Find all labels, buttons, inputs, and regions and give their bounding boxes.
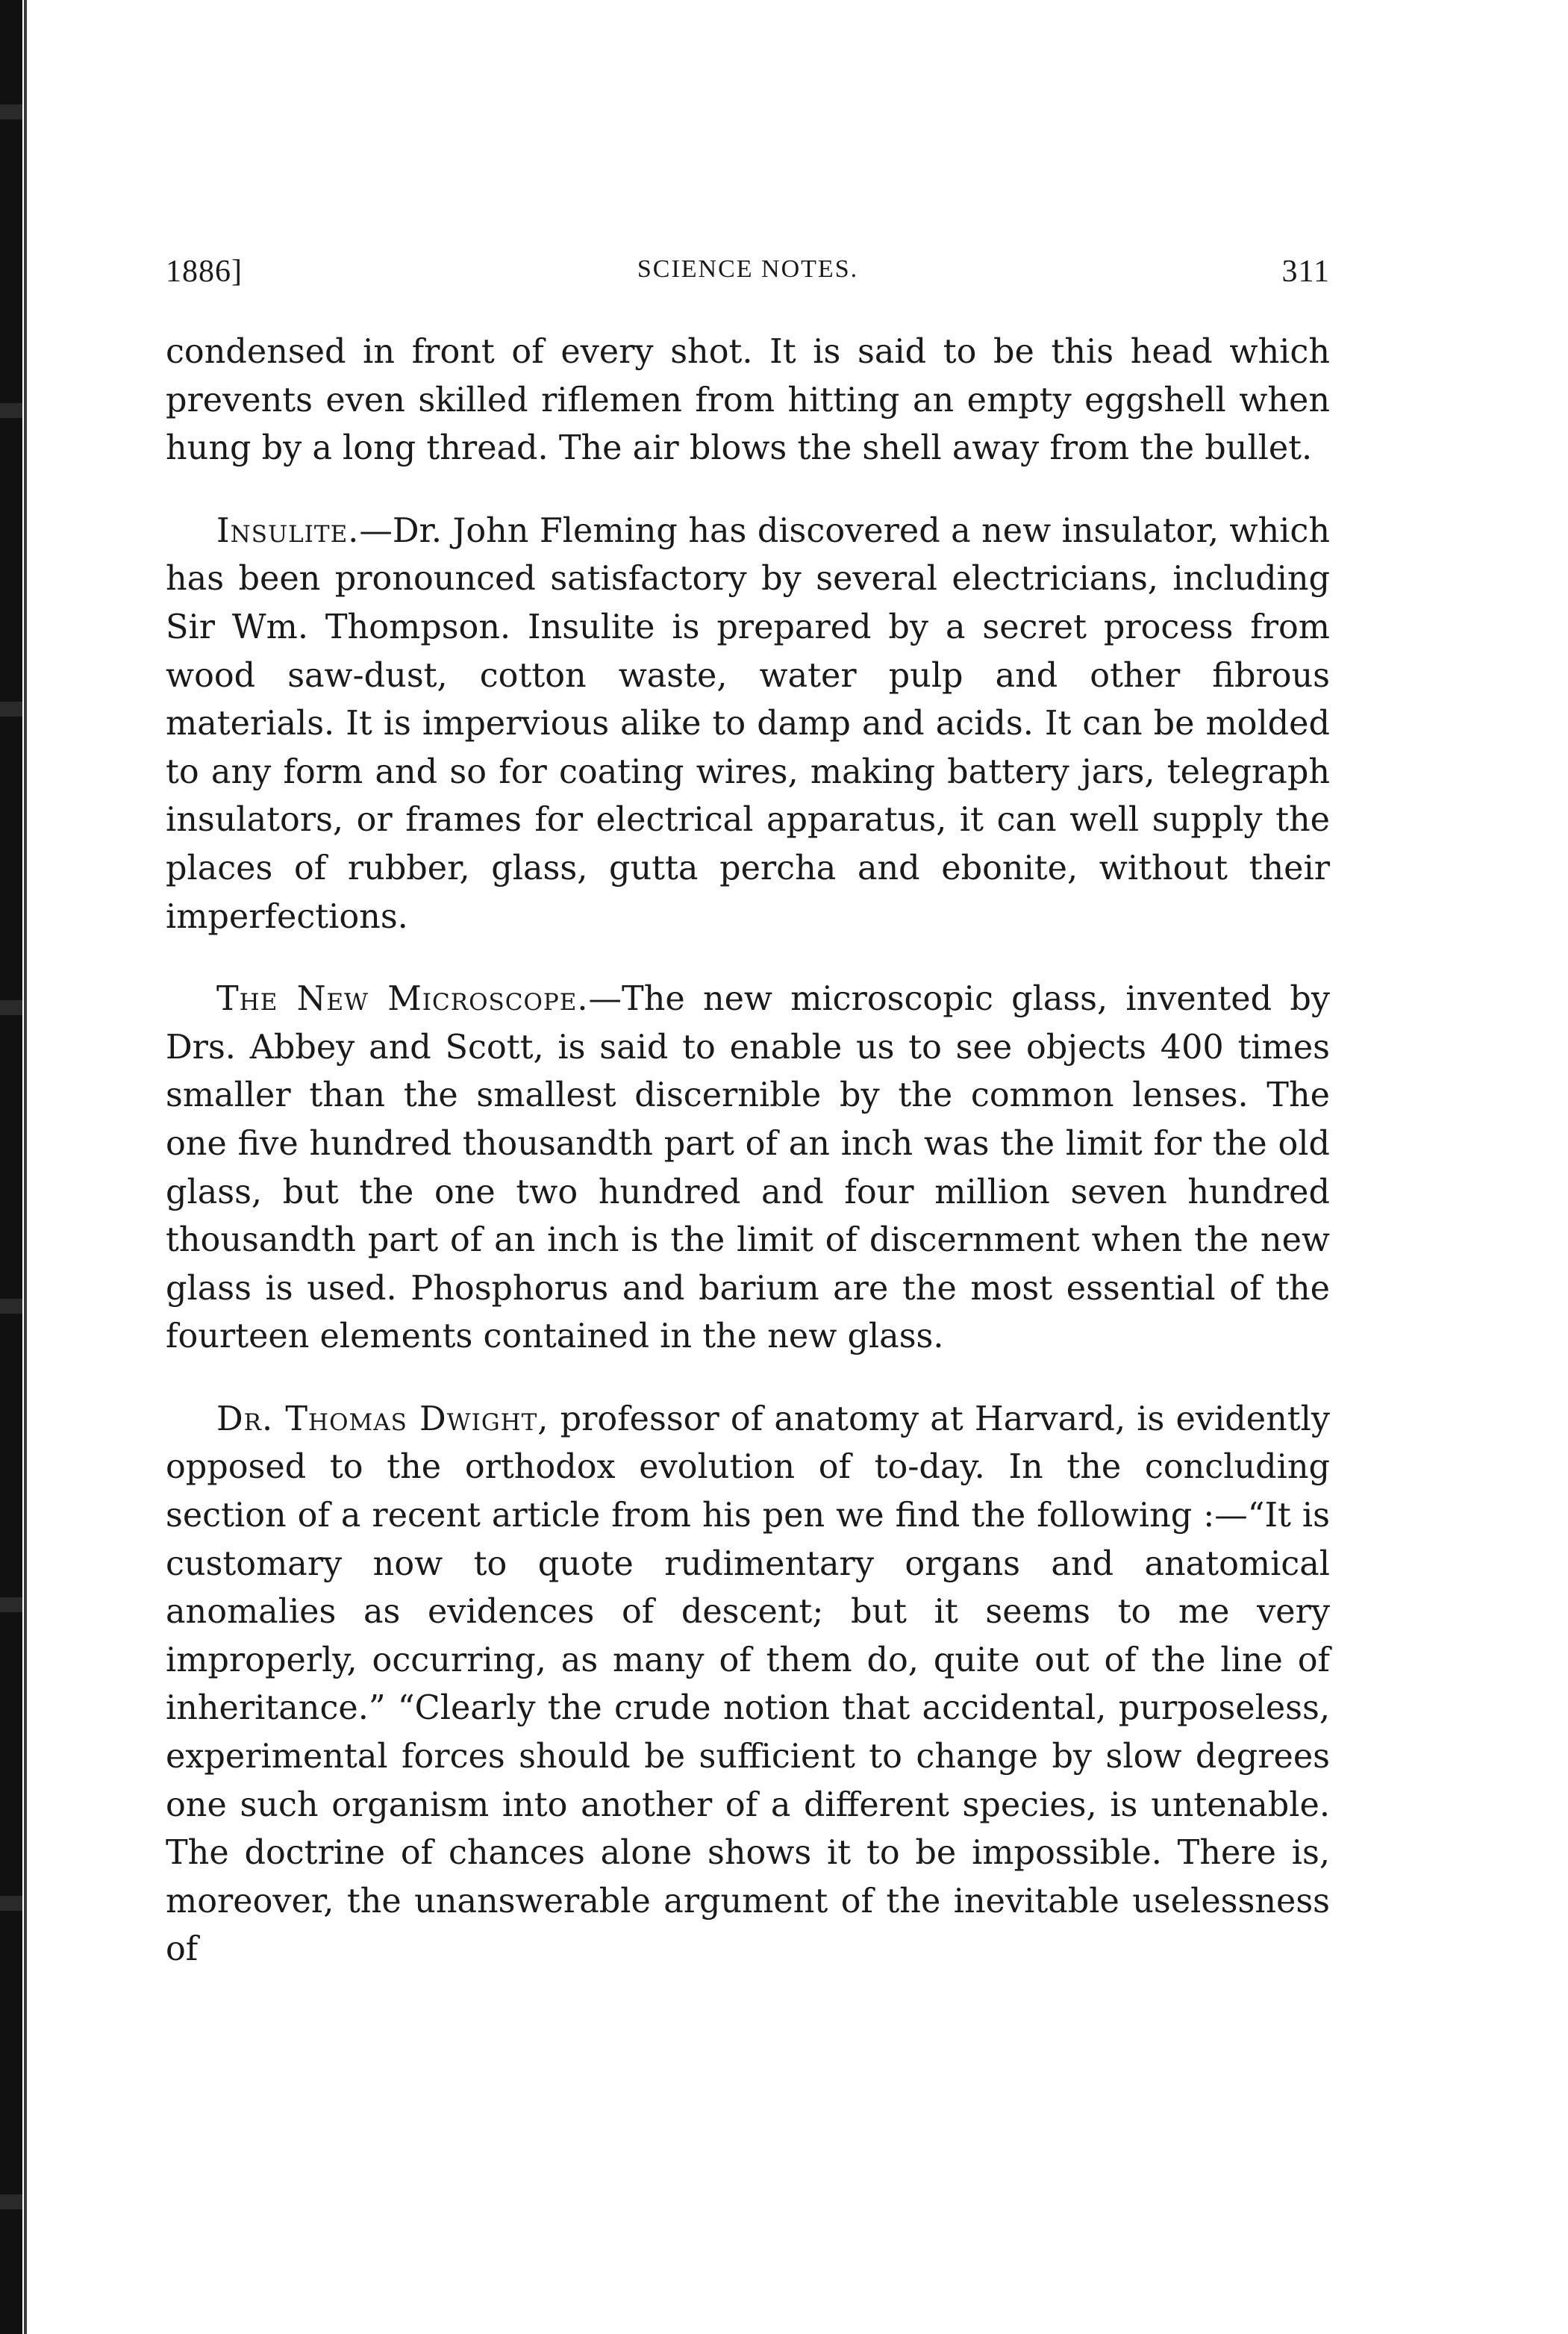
- paragraph-text: —The new microscopic glass, invented by Drs. Abbey and Scott, is said to enable us to see objects 400 times smaller than the smallest discernible by the common lenses. The one five hundred thousandth part of an inch was the limit for the old glass, but the one two hundred and four million seven hundred thousandth part of an inch is the limit of discernment when the new glass is used. Phosphorus and barium are the most essential of the fourteen elements contained in the new glass.: [166, 980, 1330, 1356]
- paragraph-text: professor of anatomy at Harvard, is evidently opposed to the orthodox evolution of to-day. In the concluding section of a recent article from his pen we find the following :—“It is customary now to quote rudimentary organs and anatomical anomalies as evidences of descent; but it seems to me very improperly, occurring, as many of them do, quite out of the line of inheritance.” “Clearly the crude notion that accidental, purposeless, experimental forces should be sufficient to change by slow degrees one such organism into another of a different species, is untenable. The doctrine of chances alone shows it to be impossible. There is, moreover, the unanswerable argument of the inevitable uselessness of: [166, 1400, 1330, 1969]
- running-head-title: SCIENCE NOTES.: [637, 255, 859, 283]
- paragraph-text: condensed in front of every shot. It is said to be this head which prevents even skilled riflemen from hitting an empty eggshell when hung by a long thread. The air blows the shell away from the bullet.: [166, 333, 1330, 468]
- paragraph-text: —Dr. John Fleming has discovered a new insulator, which has been pronounced satisfactory by several electricians, including Sir Wm. Thompson. Insulite is prepared by a secret process from wood saw-dust, cotton waste, water pulp and other fibrous materials. It is impervious alike to damp and acids. It can be molded to any form and so for coating wires, making battery jars, telegraph insulators, or frames for electrical apparatus, it can well supply the places of rubber, glass, gutta percha and ebonite, without their imperfections.: [166, 511, 1330, 936]
- paragraph-insulite: [166, 508, 1330, 941]
- page-number: 311: [1281, 255, 1330, 289]
- book-page: [166, 239, 1330, 1974]
- running-head: [166, 239, 1330, 299]
- running-head-year: 1886]: [166, 255, 243, 289]
- paragraph-rifle-continuation: [166, 328, 1330, 473]
- scan-binding-line: [24, 0, 27, 2334]
- scan-binding-edge: [0, 0, 22, 2334]
- section-lead-microscope: The New Microscope.: [216, 980, 589, 1019]
- paragraph-new-microscope: [166, 976, 1330, 1361]
- section-lead-dwight: Dr. Thomas Dwight,: [216, 1400, 549, 1438]
- section-lead-insulite: Insulite.: [216, 511, 360, 550]
- paragraph-dwight: [166, 1396, 1330, 1974]
